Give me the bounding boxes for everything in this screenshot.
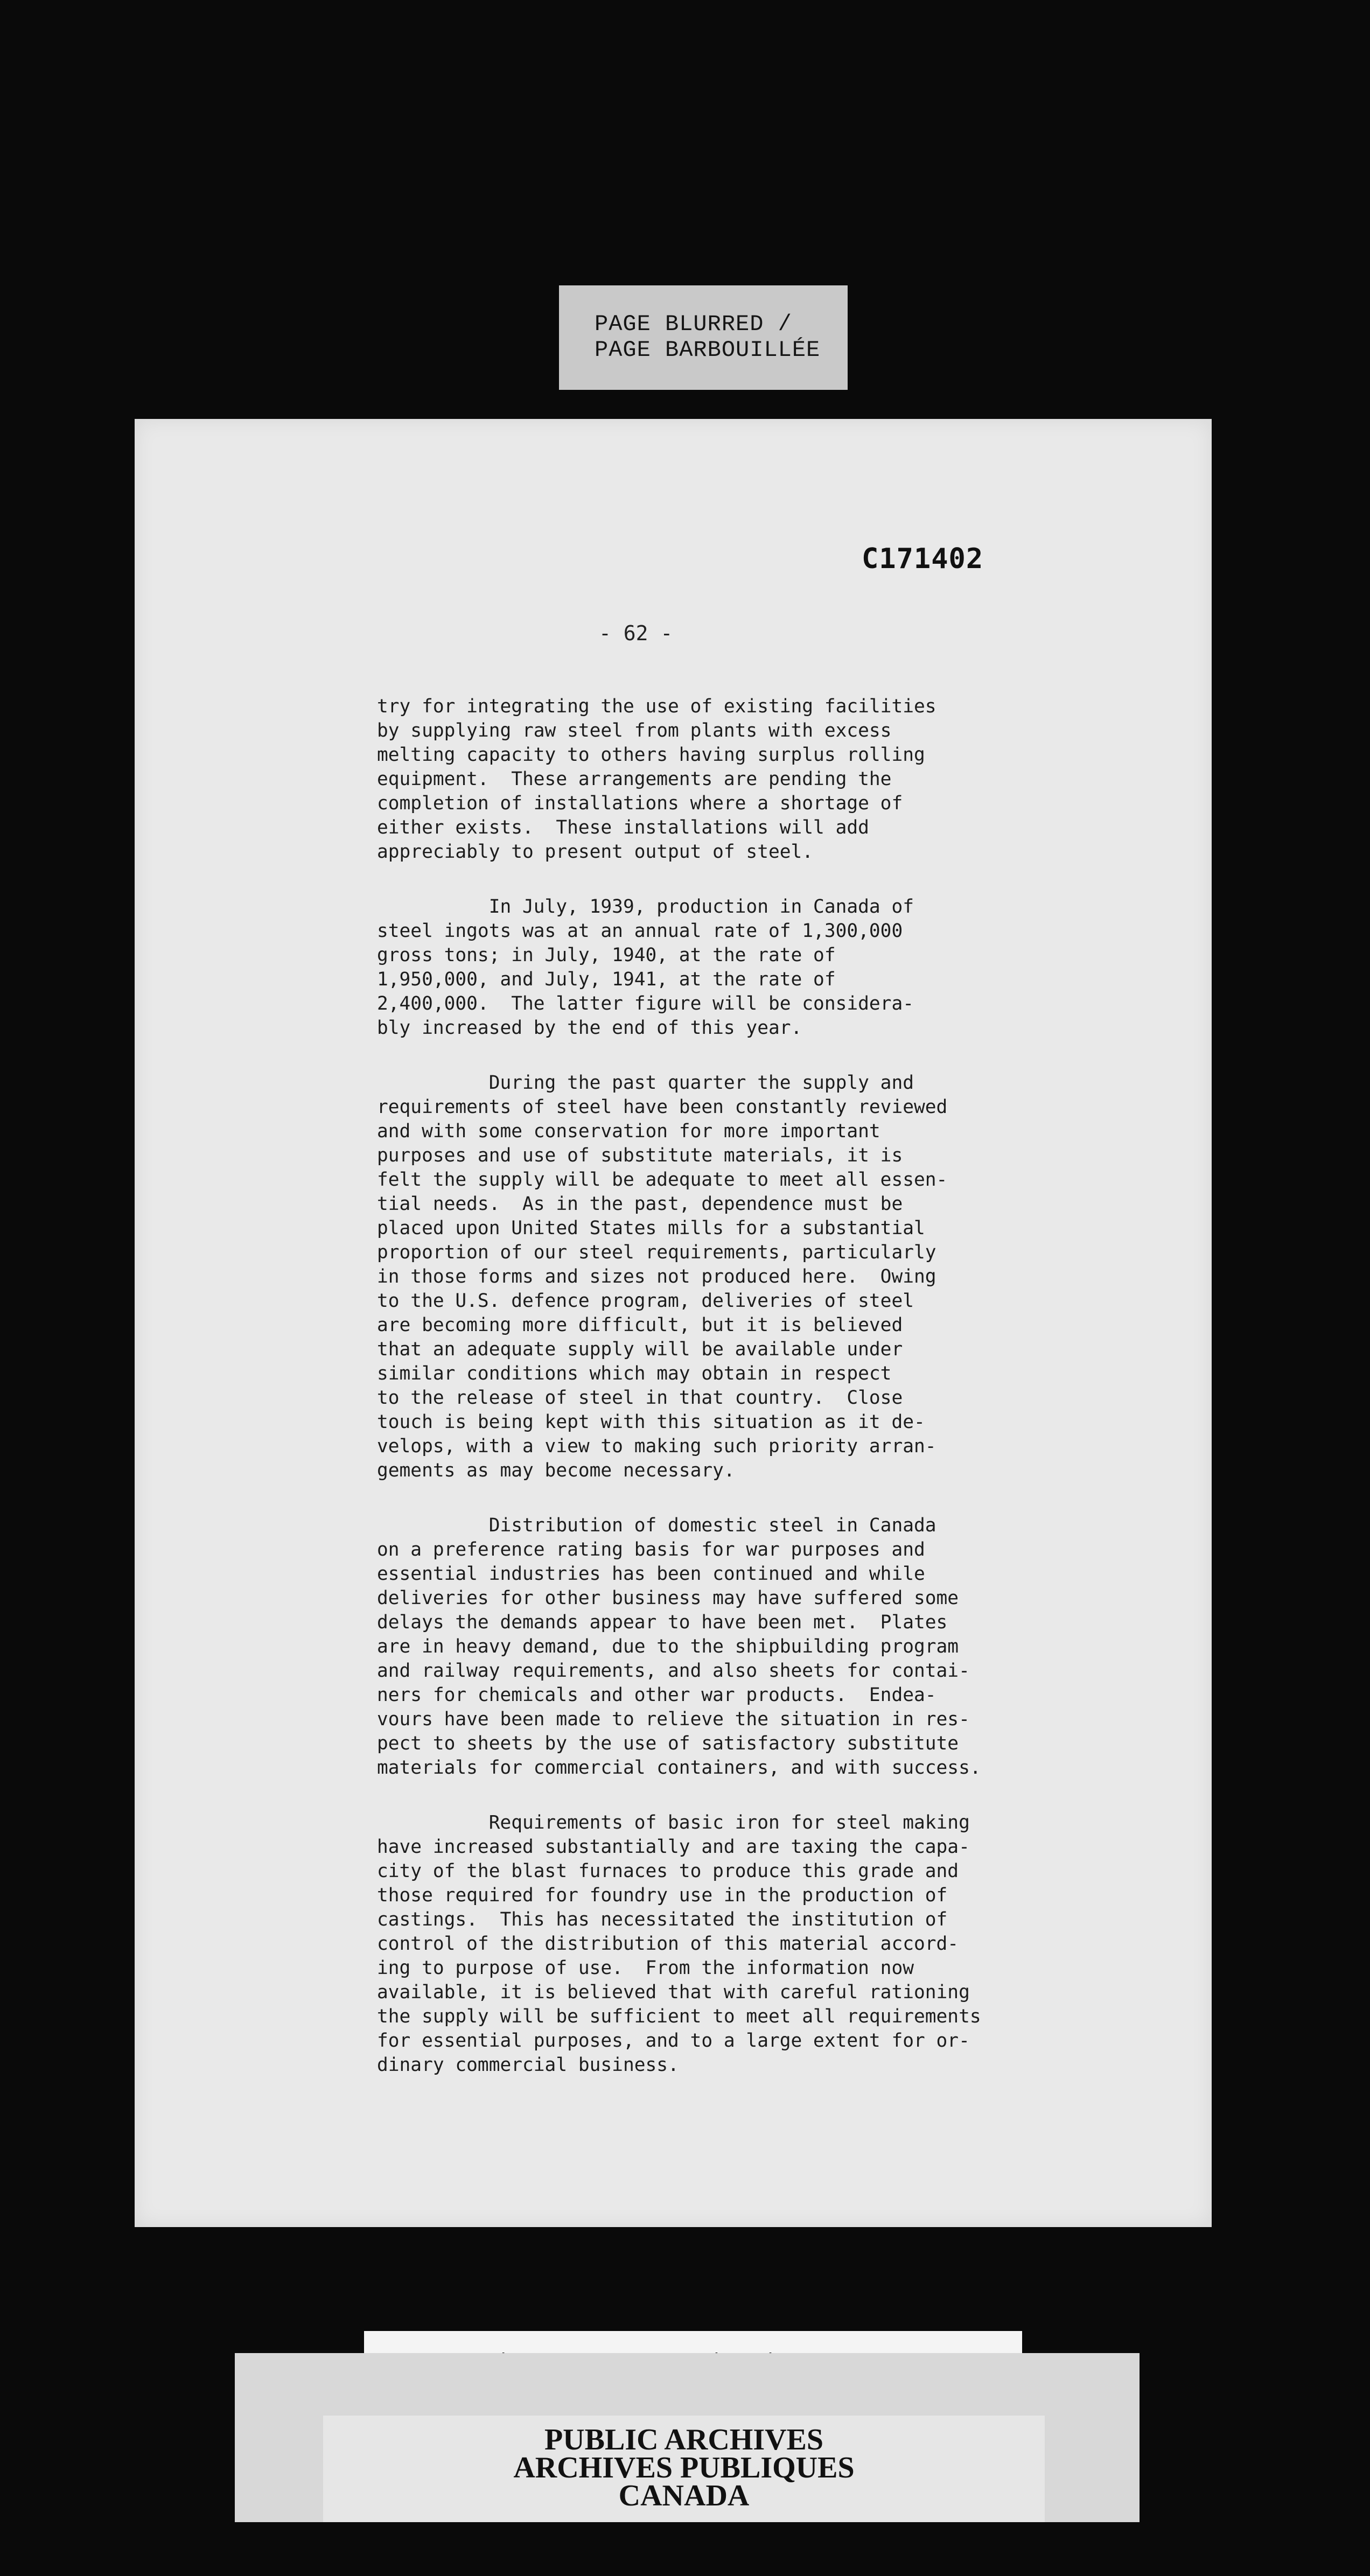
text-line: those required for foundry use in the production of — [377, 1885, 948, 1906]
stamp-line-english: PAGE BLURRED / — [595, 311, 792, 337]
text-line: that an adequate supply will be available under — [377, 1339, 903, 1360]
paragraph — [377, 695, 1142, 864]
text-line: similar conditions which may obtain in respect — [377, 1363, 892, 1384]
text-line: requirements of steel have been constantly reviewed — [377, 1096, 948, 1118]
text-line: and with some conservation for more important — [377, 1121, 880, 1142]
text-line: ners for chemicals and other war products. Endea- — [377, 1684, 936, 1706]
text-line: In July, 1939, production in Canada of — [377, 896, 914, 918]
text-line: on a preference rating basis for war purposes and — [377, 1539, 925, 1560]
stamp-line-french: PAGE BARBOUILLÉE — [595, 337, 821, 363]
text-line: control of the distribution of this material accord- — [377, 1933, 959, 1955]
text-line: to the release of steel in that country. Close — [377, 1387, 903, 1409]
text-line: completion of installations where a shortage of — [377, 793, 903, 814]
document-page — [135, 419, 1212, 2227]
text-line: placed upon United States mills for a substantial — [377, 1217, 925, 1239]
text-line: melting capacity to others having surplus rolling — [377, 744, 925, 766]
text-line: in those forms and sizes not produced here. Owing — [377, 1266, 936, 1287]
text-line: steel ingots was at an annual rate of 1,300,000 — [377, 920, 903, 942]
text-line: available, it is believed that with careful rationing — [377, 1982, 970, 2003]
text-line: the supply will be sufficient to meet all requirements — [377, 2006, 981, 2027]
text-line: velops, with a view to making such priority arran- — [377, 1436, 936, 1457]
text-line: Distribution of domestic steel in Canada — [377, 1515, 936, 1536]
paragraph — [377, 1514, 1142, 1780]
text-line: 1,950,000, and July, 1941, at the rate of — [377, 969, 836, 990]
text-line: tial needs. As in the past, dependence must be — [377, 1193, 903, 1215]
text-line: castings. This has necessitated the institution of — [377, 1909, 948, 1930]
text-line: either exists. These installations will add — [377, 817, 869, 838]
text-line: are in heavy demand, due to the shipbuilding program — [377, 1636, 959, 1657]
page-blurred-stamp — [559, 285, 848, 390]
archives-stamp — [323, 2423, 1045, 2512]
paragraph — [377, 895, 1142, 1040]
text-line: and railway requirements, and also sheets for contai- — [377, 1660, 970, 1682]
text-line: essential industries has been continued and while — [377, 1563, 925, 1585]
paragraph — [377, 1071, 1142, 1483]
text-line: proportion of our steel requirements, particularly — [377, 1242, 936, 1263]
text-line: touch is being kept with this situation as it de- — [377, 1411, 925, 1433]
text-line: materials for commercial containers, and with success. — [377, 1757, 981, 1779]
text-line: have increased substantially and are taxing the capa- — [377, 1836, 970, 1858]
document-id: C171402 — [862, 543, 984, 575]
text-line: gements as may become necessary. — [377, 1460, 735, 1481]
document-body — [377, 695, 1142, 2108]
text-line: vours have been made to relieve the situation in res- — [377, 1709, 970, 1730]
text-line: pect to sheets by the use of satisfactory substitute — [377, 1733, 959, 1754]
text-line: ing to purpose of use. From the information now — [377, 1957, 914, 1979]
paragraph — [377, 1811, 1142, 2077]
text-line: city of the blast furnaces to produce this grade and — [377, 1860, 959, 1882]
page-number: - 62 - — [599, 621, 673, 645]
text-line: purposes and use of substitute materials, it is — [377, 1145, 903, 1166]
text-line: to the U.S. defence program, deliveries of steel — [377, 1290, 914, 1312]
archives-line-french: ARCHIVES PUBLIQUES — [513, 2451, 855, 2484]
text-line: 2,400,000. The latter figure will be considera- — [377, 993, 914, 1014]
text-line: bly increased by the end of this year. — [377, 1017, 802, 1039]
text-line: are becoming more difficult, but it is believed — [377, 1314, 903, 1336]
text-line: dinary commercial business. — [377, 2054, 679, 2076]
text-line: delays the demands appear to have been met. Plates — [377, 1612, 948, 1633]
text-line: deliveries for other business may have suffered some — [377, 1587, 959, 1609]
text-line: felt the supply will be adequate to meet all essen- — [377, 1169, 948, 1191]
text-line: try for integrating the use of existing facilities — [377, 696, 936, 717]
text-line: equipment. These arrangements are pending the — [377, 768, 892, 790]
text-line: by supplying raw steel from plants with excess — [377, 720, 892, 741]
archives-line-english: PUBLIC ARCHIVES — [544, 2423, 824, 2456]
text-line: for essential purposes, and to a large extent for or- — [377, 2030, 970, 2052]
archives-line-country: CANADA — [618, 2479, 750, 2512]
text-line: Requirements of basic iron for steel making — [377, 1812, 970, 1833]
text-line: appreciably to present output of steel. — [377, 841, 814, 863]
text-line: During the past quarter the supply and — [377, 1072, 914, 1094]
text-line: gross tons; in July, 1940, at the rate of — [377, 944, 836, 966]
